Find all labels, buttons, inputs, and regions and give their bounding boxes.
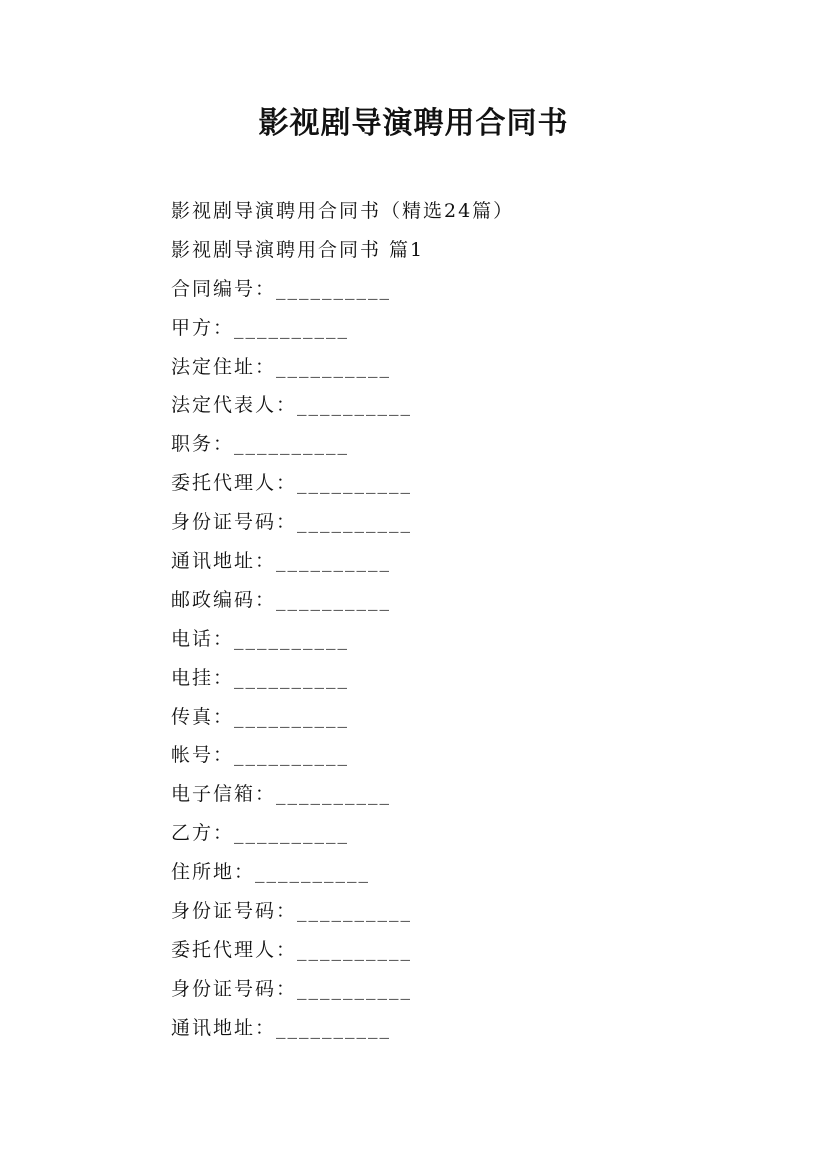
field-party-a: 甲方：__________ (171, 316, 350, 339)
field-position: 职务：__________ (171, 433, 350, 456)
field-account-number: 帐号：__________ (171, 744, 350, 767)
field-id-number-b: 身份证号码：__________ (171, 900, 413, 923)
field-email: 电子信箱：__________ (171, 783, 392, 806)
field-phone: 电话：__________ (171, 627, 350, 650)
document-subtitle: 影视剧导演聘用合同书（精选24篇） (171, 200, 515, 222)
field-legal-address: 法定住址：__________ (171, 355, 392, 378)
field-authorized-agent-b: 委托代理人：__________ (171, 938, 413, 961)
field-cable-address: 电挂：__________ (171, 666, 350, 689)
document-body (171, 194, 514, 1050)
field-legal-representative: 法定代表人：__________ (171, 394, 413, 417)
field-authorized-agent-a: 委托代理人：__________ (171, 472, 413, 495)
field-postal-code: 邮政编码：__________ (171, 588, 392, 611)
document-title: 影视剧导演聘用合同书 (258, 106, 569, 141)
field-fax: 传真：__________ (171, 705, 350, 728)
field-contract-number: 合同编号：__________ (171, 277, 392, 300)
field-id-number-a: 身份证号码：__________ (171, 511, 413, 534)
field-mailing-address-a: 通讯地址：__________ (171, 550, 392, 573)
section-heading: 影视剧导演聘用合同书 篇1 (171, 238, 425, 261)
field-mailing-address-b: 通讯地址：__________ (171, 1016, 392, 1039)
field-id-number-agent-b: 身份证号码：__________ (171, 977, 413, 1000)
field-party-b: 乙方：__________ (171, 822, 350, 845)
field-residence: 住所地：__________ (171, 861, 371, 884)
